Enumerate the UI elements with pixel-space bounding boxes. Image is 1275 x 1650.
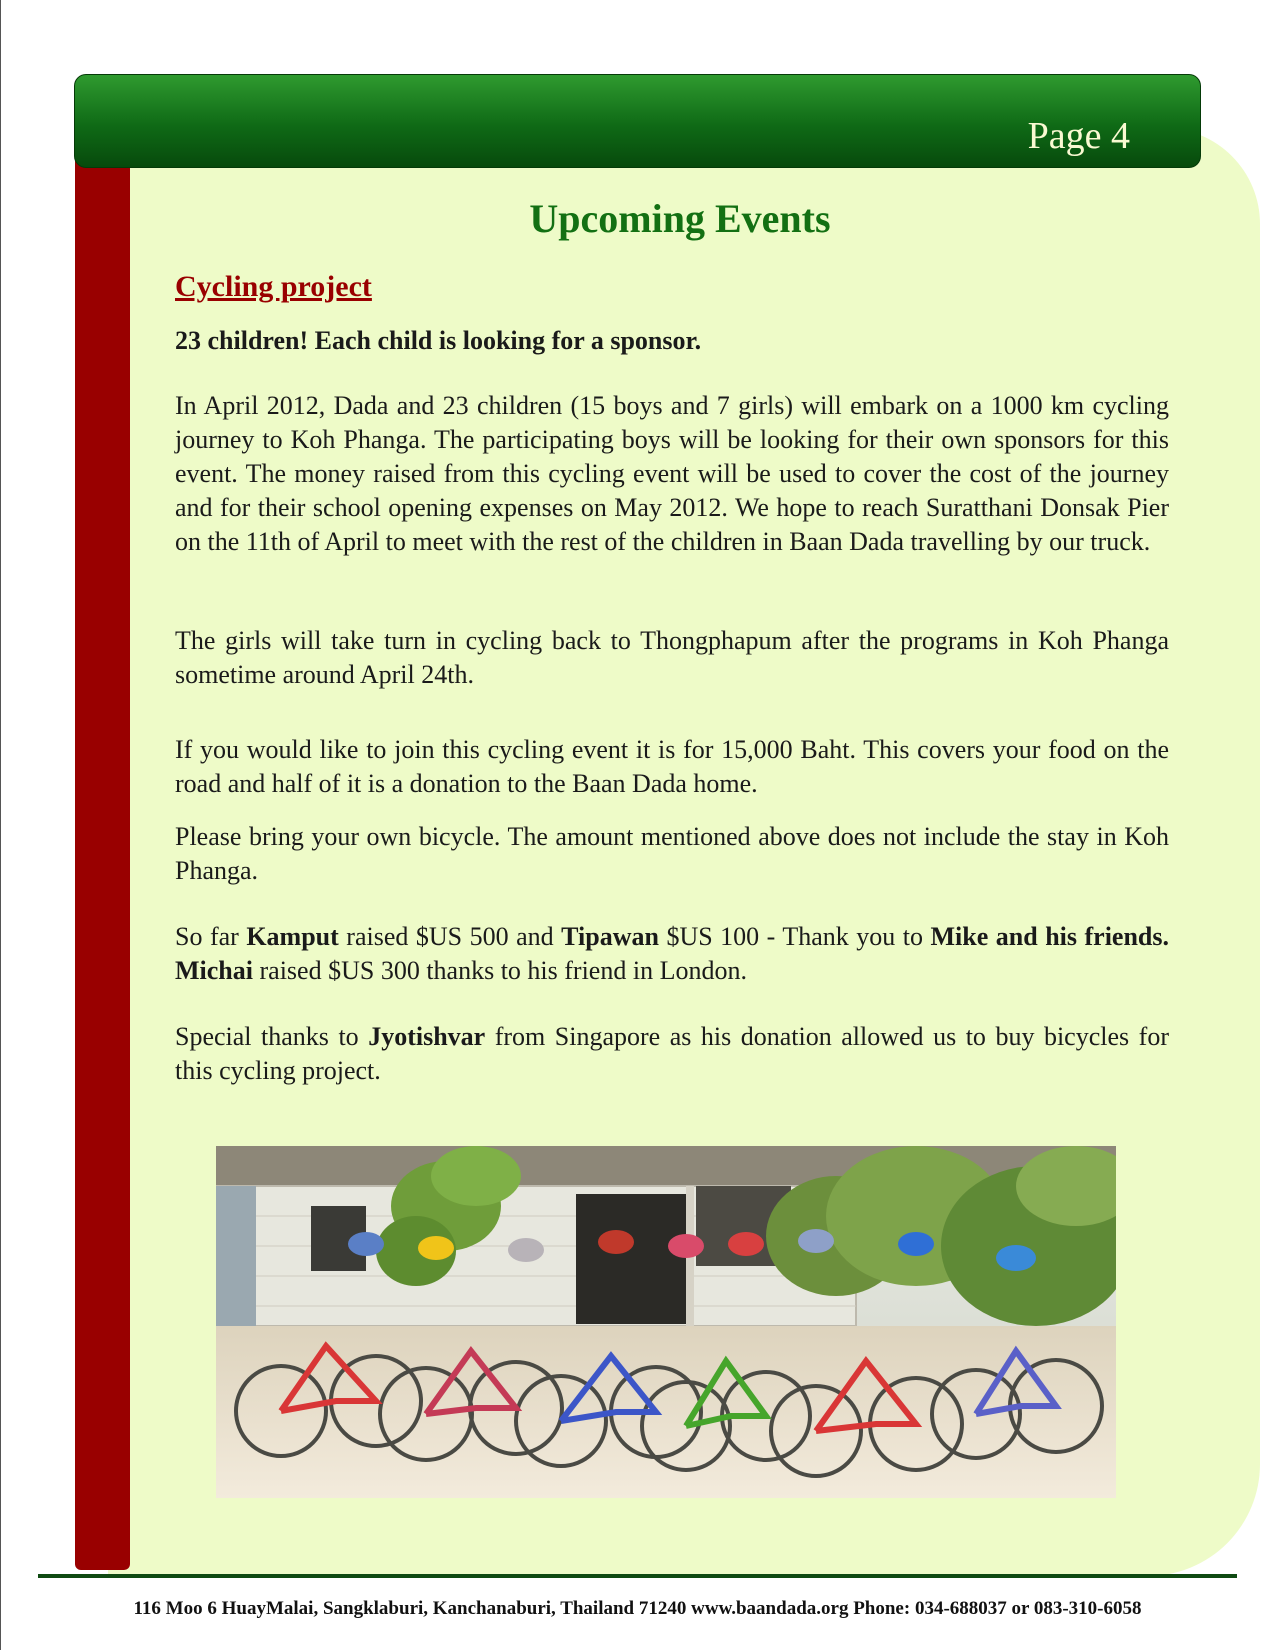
section-heading: Cycling project [175, 270, 372, 303]
text-fragment: Special thanks to [175, 1022, 369, 1051]
paragraph-girls-return: The girls will take turn in cycling back to Thongphapum after the programs in Koh Phanga sometime around April 24th. [175, 626, 1169, 689]
text-fragment: $US 100 - Thank you to [658, 922, 931, 951]
paragraph-special-thanks [175, 1020, 1169, 1088]
paragraph-bring-bicycle: Please bring your own bicycle. The amount mentioned above does not include the stay in Koh Phanga. [175, 822, 1169, 885]
text-fragment: So far [175, 922, 247, 951]
page-edge-line [0, 0, 1, 1650]
bicycles-photo [216, 1146, 1116, 1498]
page-title: Upcoming Events [529, 196, 831, 241]
side-accent-bar [75, 150, 130, 1570]
donor-name: Jyotishvar [368, 1022, 486, 1051]
text-fragment: from Singapore as his donation allowed us to buy bicycles for this cycling project. [175, 1022, 1169, 1085]
header-band [74, 74, 1201, 168]
text-fragment: raised $US 500 and [338, 922, 562, 951]
sponsor-name: Tipawan [561, 922, 659, 951]
paragraph-journey: In April 2012, Dada and 23 children (15 boys and 7 girls) will embark on a 1000 km cycling journey to Koh Phanga. The participating boys will be looking for their own sponsors for this event. The money raised from this cycling event will be used to cover the cost of the journey and for their school opening expenses on May 2012. We hope to reach Suratthani Donsak Pier on the 11th of April to meet with the rest of the children in Baan Dada travelling by our truck. [175, 391, 1169, 556]
paragraph-join-cost: If you would like to join this cycling event it is for 15,000 Baht. This covers your food on the road and half of it is a donation to the Baan Dada home. [175, 735, 1169, 798]
page-number: Page 4 [1027, 115, 1130, 157]
paragraph-sponsors-raised [175, 920, 1169, 988]
footer-divider [38, 1574, 1237, 1578]
footer-contact: 116 Moo 6 HuayMalai, Sangklaburi, Kanchanaburi, Thailand 71240 www.baandada.org Phone: 034-688037 or 083-310-6058 [133, 1598, 1142, 1619]
sponsor-name: Kamput [246, 922, 339, 951]
text-fragment: raised $US 300 thanks to his friend in London. [253, 956, 747, 985]
sponsor-name: Mike and his friends. Michai [175, 922, 1169, 985]
lead-sentence: 23 children! Each child is looking for a sponsor. [175, 326, 702, 355]
